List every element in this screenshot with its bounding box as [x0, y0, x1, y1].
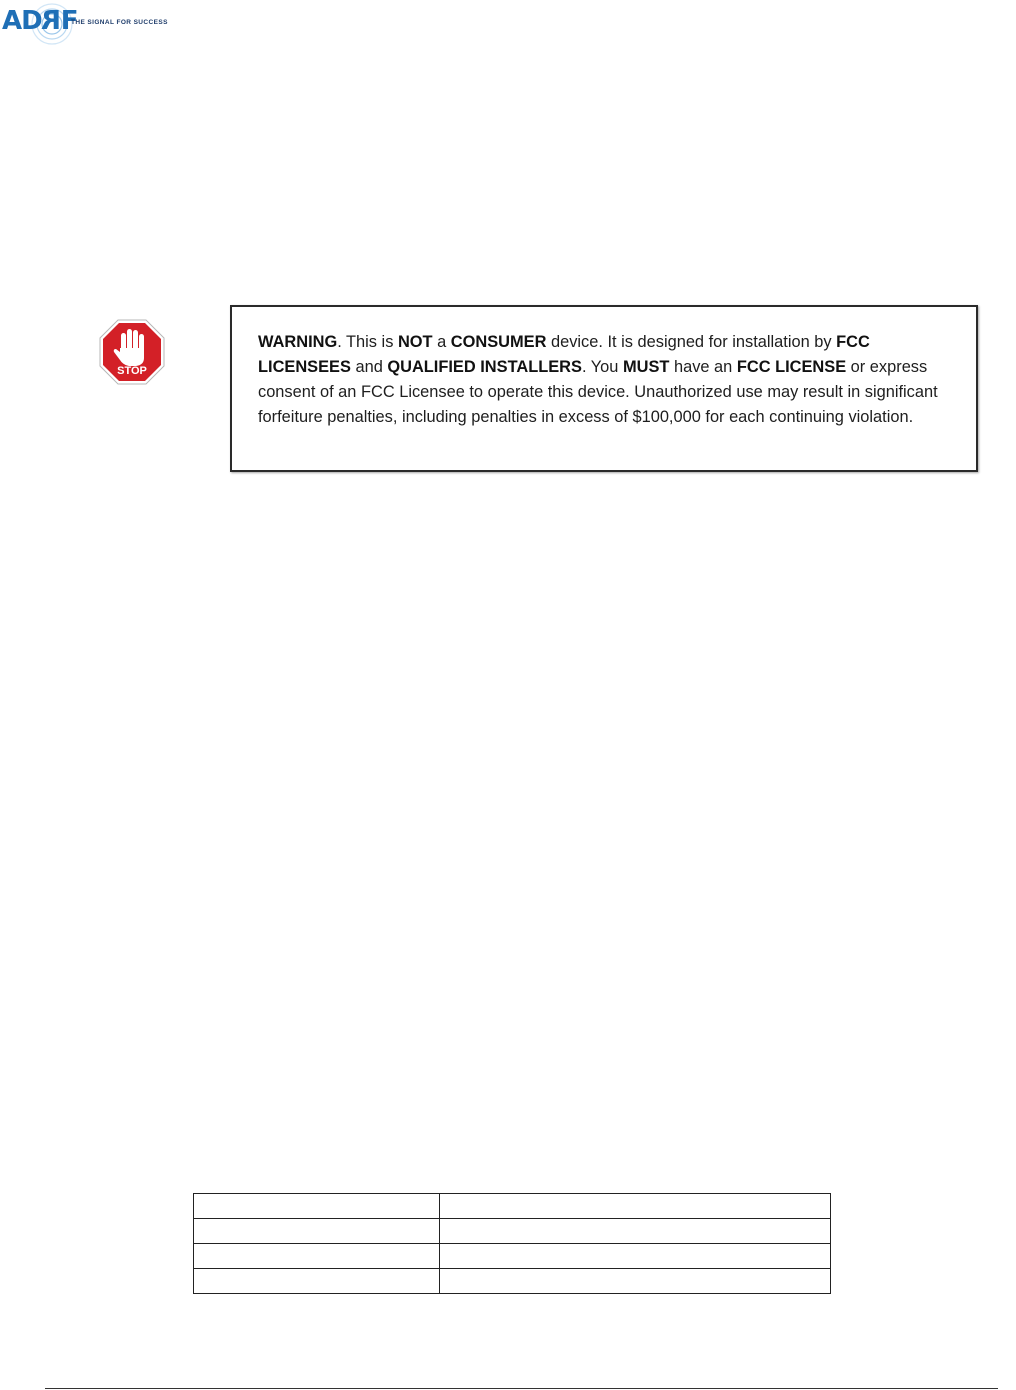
- adrf-logo: [0, 0, 175, 55]
- fcc-warning-text: [258, 330, 948, 430]
- footer-divider: [45, 1388, 998, 1389]
- brand-mirrored-r: R: [41, 6, 61, 36]
- table-cell: [440, 1219, 831, 1244]
- warning-text-run: . This is: [337, 333, 398, 351]
- warning-emphasis: MUST: [622, 358, 670, 376]
- table-cell: [440, 1269, 831, 1294]
- warning-text-run: device. It is designed for installation by: [546, 333, 837, 351]
- warning-emphasis: CONSUMER: [450, 333, 547, 351]
- warning-text-run: or express consent of an FCC Licensee to operate this device. Unauthorized use may result in significant forfeiture penalties, including penalties in excess of $100,000 for each continuing violation.: [258, 358, 938, 426]
- stop-label: STOP: [117, 365, 147, 377]
- brand-tagline: THE SIGNAL FOR SUCCESS: [71, 19, 168, 26]
- warning-text-run: and: [350, 358, 388, 376]
- brand-left: AD: [2, 6, 42, 36]
- warning-emphasis: NOT: [397, 333, 433, 351]
- table-row: [194, 1219, 831, 1244]
- table-row: [194, 1269, 831, 1294]
- warning-emphasis: FCC LICENSEES: [258, 333, 870, 376]
- table-cell: [194, 1194, 440, 1219]
- stop-hand-icon: [98, 318, 166, 386]
- table-cell: [194, 1269, 440, 1294]
- fcc-warning-box: [230, 305, 978, 472]
- warning-emphasis: QUALIFIED INSTALLERS: [387, 358, 582, 376]
- warning-text-run: a: [432, 333, 451, 351]
- brand-f: F: [60, 6, 78, 36]
- brand-wordmark: [2, 6, 78, 36]
- table-row: [194, 1244, 831, 1269]
- table-cell: [194, 1244, 440, 1269]
- info-table: [193, 1193, 831, 1294]
- table-cell: [440, 1194, 831, 1219]
- table-row: [194, 1194, 831, 1219]
- warning-emphasis: FCC LICENSE: [736, 358, 847, 376]
- table-cell: [440, 1244, 831, 1269]
- table-cell: [194, 1219, 440, 1244]
- warning-text-run: have an: [669, 358, 737, 376]
- warning-text-run: . You: [581, 358, 623, 376]
- warning-emphasis: WARNING: [258, 333, 338, 351]
